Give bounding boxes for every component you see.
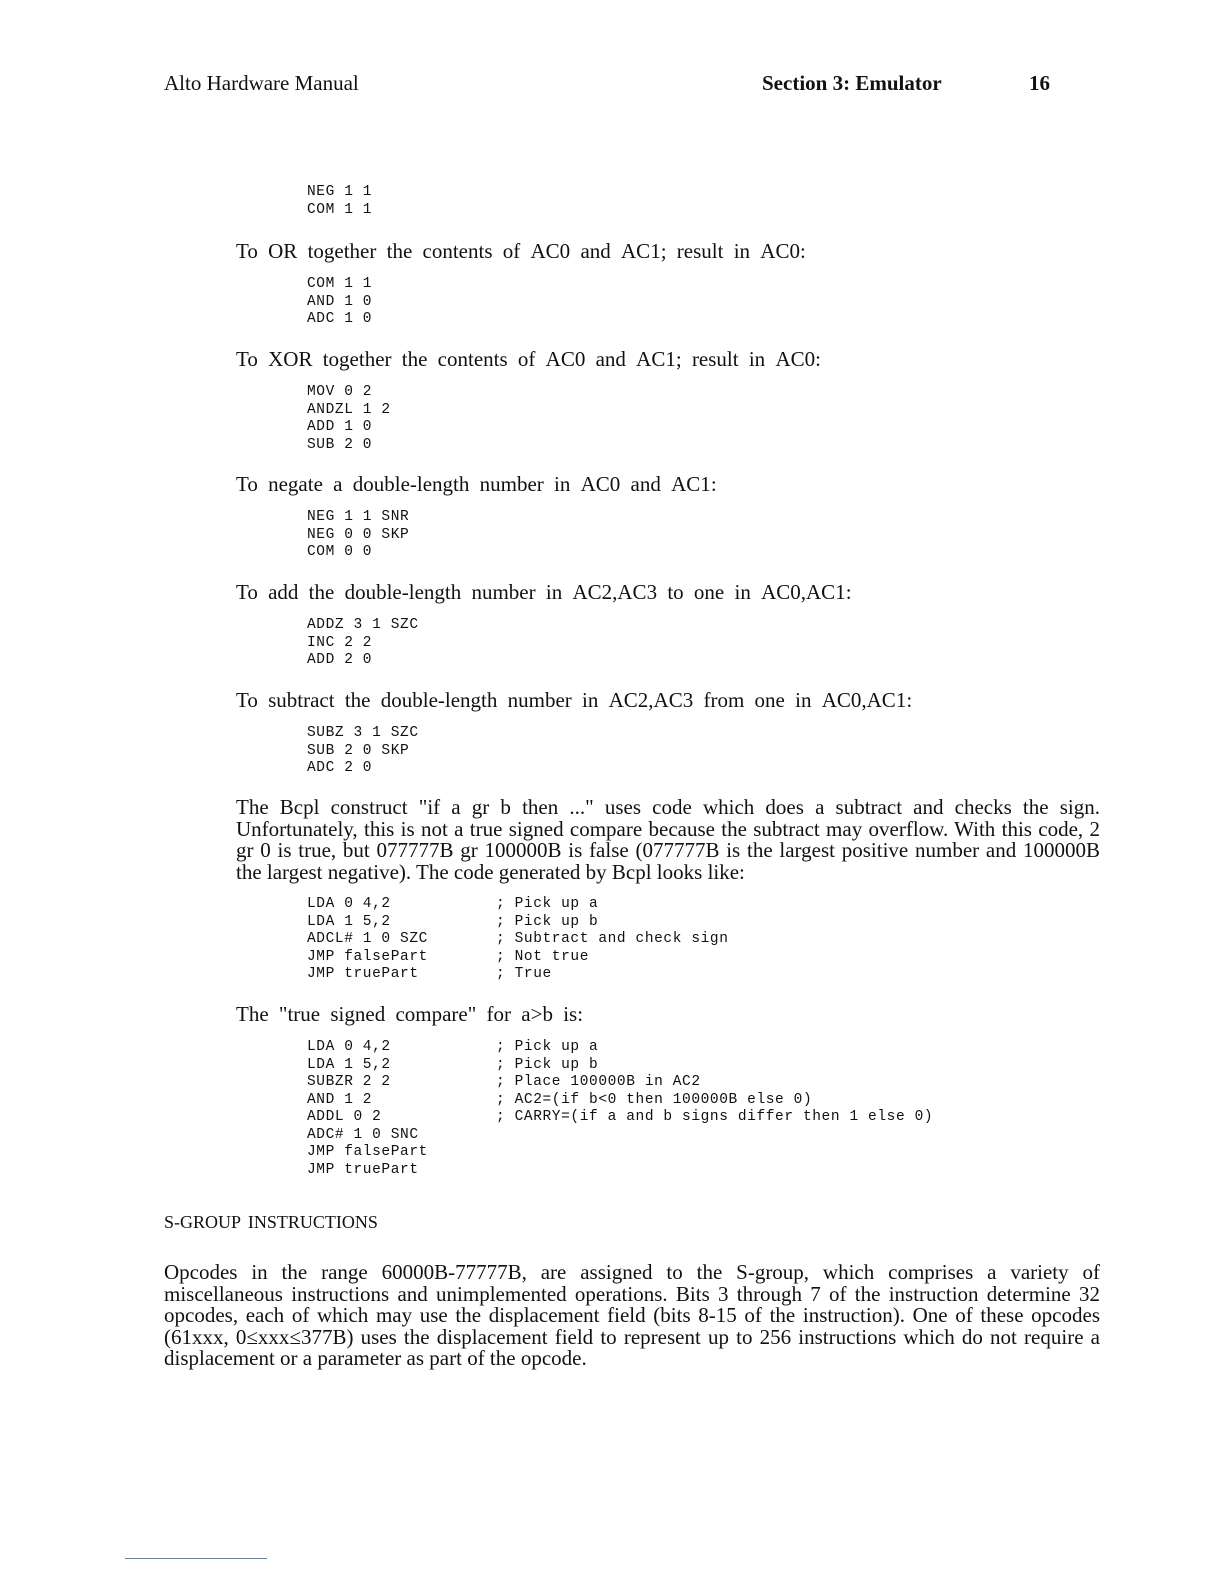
footnote-rule: [125, 1558, 267, 1559]
code-line: AND 1 0: [307, 293, 373, 310]
code-line: ADC 2 0: [307, 760, 373, 776]
code-line: NEG 0 0 SKP: [307, 526, 410, 543]
add-intro: To add the double-length number in AC2,AC3 to one in AC0,AC1:: [236, 580, 852, 604]
code-line: SUB 2 0 SKP: [307, 742, 410, 759]
subtract-intro: To subtract the double-length number in AC2,AC3 from one in AC0,AC1:: [236, 688, 913, 712]
code-line: ADD 1 0: [307, 419, 373, 435]
section-title: Section 3: Emulator: [762, 71, 942, 95]
code-line: COM 1 1: [307, 276, 373, 292]
page-number: 16: [1029, 71, 1050, 95]
code-line: COM 1 1: [307, 201, 373, 218]
manual-title: Alto Hardware Manual: [164, 71, 359, 95]
code-line: INC 2 2: [307, 634, 373, 651]
code-line: ADDZ 3 1 SZC: [307, 617, 419, 633]
code-line: ANDZL 1 2: [307, 401, 391, 418]
or-intro: To OR together the contents of AC0 and AC1; result in AC0:: [236, 239, 806, 263]
sgroup-paragraph: Opcodes in the range 60000B-77777B, are assigned to the S-group, which comprises a variety of miscellaneous instructions and unimplemented operations. Bits 3 through 7 of the instruction determine 32 opcodes, each of which may use the displacement field (bits 8-15 of the instruction). One of these opcodes (61xxx, 0≤xxx≤377B) uses the displacement field to represent up to 256 instructions which do not require a displacement or a parameter as part of the opcode.: [164, 1260, 1100, 1370]
negate-intro: To negate a double-length number in AC0 and AC1:: [236, 472, 717, 496]
bcpl-paragraph: The Bcpl construct "if a gr b then ..." uses code which does a subtract and checks the sign. Unfortunately, this is not a true signed compare because the subtract may overflow. With this code, 2 gr 0 is true, but 077777B gr 100000B is false (077777B is the largest positive number and 100000B the largest negative). The code generated by Bcpl looks like:: [236, 795, 1100, 884]
code-line: COM 0 0: [307, 544, 373, 560]
code-line: MOV 0 2: [307, 384, 373, 400]
code-line: NEG 1 1 SNR: [307, 509, 410, 525]
code-block-top: [307, 184, 372, 219]
signed-compare-intro: The "true signed compare" for a>b is:: [236, 1002, 584, 1026]
code-line: NEG 1 1: [307, 184, 373, 200]
code-block-add: [307, 617, 419, 670]
code-line: SUB 2 0: [307, 436, 373, 453]
xor-intro: To XOR together the contents of AC0 and AC1; result in AC0:: [236, 347, 821, 371]
code-block-or: [307, 276, 372, 329]
code-line: ADC 1 0: [307, 311, 373, 327]
code-block-negate: [307, 509, 409, 562]
code-line: ADD 2 0: [307, 652, 373, 668]
section-heading: S-GROUP INSTRUCTIONS: [164, 1212, 378, 1232]
code-block-subtract: [307, 725, 419, 778]
code-block-xor: [307, 384, 391, 454]
code-line: SUBZ 3 1 SZC: [307, 725, 419, 741]
